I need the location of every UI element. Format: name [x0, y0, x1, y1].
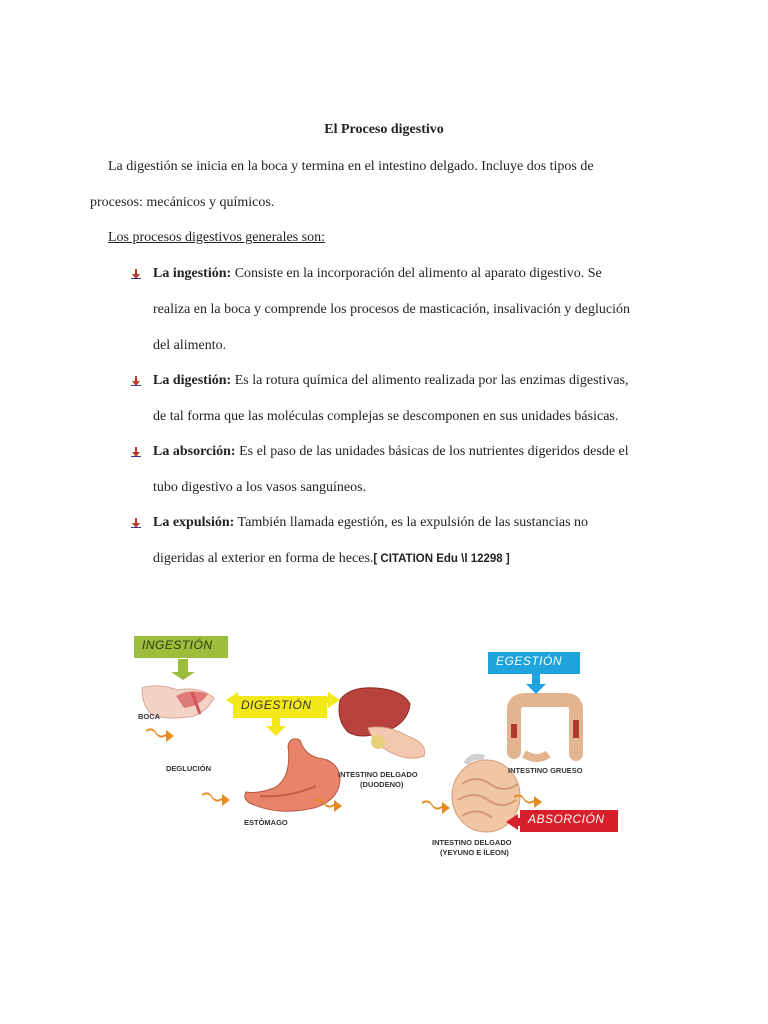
liver-illustration: [339, 688, 425, 759]
bullet-term: La absorción:: [153, 444, 236, 459]
large-intestine-illustration: [514, 700, 576, 758]
egestion-box: EGESTIÓN: [488, 652, 580, 674]
bullet-expulsion-line-2: [153, 551, 510, 567]
bullet-expulsion-line-1: [153, 515, 588, 531]
arrow-bullet-icon: [130, 268, 142, 280]
bullet-text: Consiste en la incorporación del alimento al aparato digestivo. Se: [231, 266, 602, 281]
bullet-text: Es la rotura química del alimento realizada por las enzimas digestivas,: [231, 373, 629, 388]
bullet-ingestion-line-3: del alimento.: [153, 338, 227, 353]
bullet-absorcion-line-1: [153, 444, 629, 460]
bullet-text: Es el paso de las unidades básicas de los nutrientes digeridos desde el: [235, 444, 629, 459]
intro-line-2: procesos: mecánicos y químicos.: [90, 195, 275, 210]
bullet-digestion-line-2: de tal forma que las moléculas complejas se descomponen en sus unidades básicas.: [153, 409, 619, 424]
arrow-bullet-icon: [130, 517, 142, 529]
arrow-bullet-icon: [130, 446, 142, 458]
bullet-ingestion-line-2: realiza en la boca y comprende los procesos de masticación, insalivación y deglución: [153, 302, 630, 317]
absorcion-box: ABSORCIÓN: [520, 810, 618, 832]
section-subtitle: Los procesos digestivos generales son:: [108, 230, 325, 245]
bullet-text: digeridas al exterior en forma de heces.: [153, 551, 374, 566]
digestion-box: DIGESTIÓN: [233, 696, 327, 718]
ingestion-box: INGESTIÓN: [134, 636, 228, 658]
organ-label-intestino-delgado-2: INTESTINO DELGADO: [432, 838, 512, 847]
page-title: El Proceso digestivo: [324, 122, 444, 137]
bullet-absorcion-line-2: tubo digestivo a los vasos sanguíneos.: [153, 480, 367, 495]
stomach-illustration: [245, 739, 340, 811]
organ-label-yeyuno: (YEYUNO E ÍLEON): [440, 848, 509, 857]
bullet-digestion-line-1: [153, 373, 629, 389]
organ-label-intestino-grueso: INTESTINO GRUESO: [508, 766, 583, 775]
organ-label-deglucion: DEGLUCIÓN: [166, 764, 211, 773]
bullet-text: También llamada egestión, es la expulsión de las sustancias no: [234, 515, 589, 530]
arrow-bullet-icon: [130, 375, 142, 387]
organ-label-boca: BOCA: [138, 712, 161, 721]
organ-label-estomago: ESTÓMAGO: [244, 818, 288, 827]
bullet-term: La expulsión:: [153, 515, 235, 530]
bullet-term: La ingestión:: [153, 266, 232, 281]
digestive-process-diagram: [128, 628, 628, 878]
bullet-term: La digestión:: [153, 373, 232, 388]
intro-line-1: La digestión se inicia en la boca y termina en el intestino delgado. Incluye dos tipos de: [108, 159, 594, 174]
organ-label-intestino-delgado-1: INTESTINO DELGADO: [338, 770, 418, 779]
bullet-ingestion-line-1: [153, 266, 602, 282]
citation-field: [ CITATION Edu \l 12298 ]: [373, 553, 510, 565]
organ-label-duodeno: (DUODENO): [360, 780, 404, 789]
